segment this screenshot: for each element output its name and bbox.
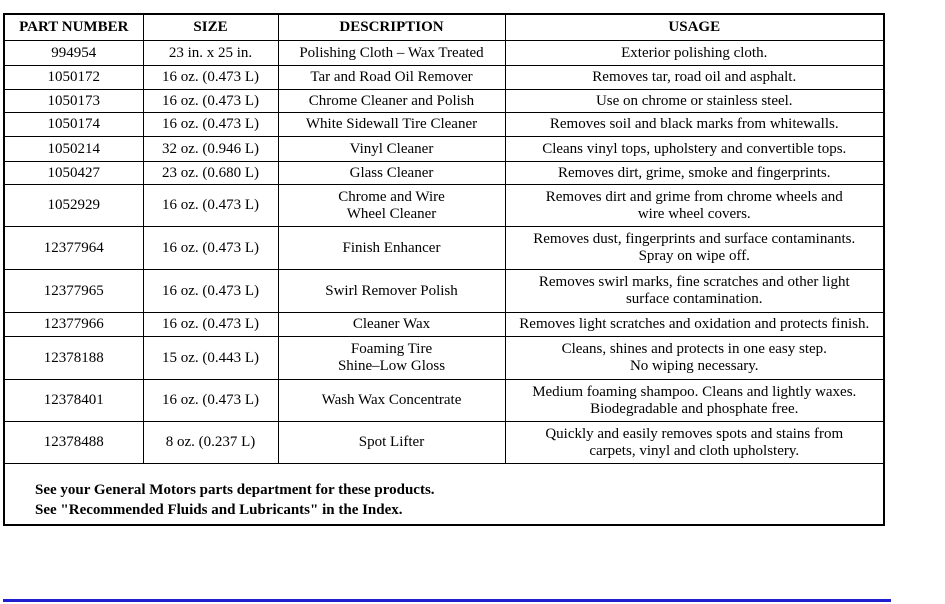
size-cell bbox=[143, 66, 278, 90]
usage-cell bbox=[505, 270, 883, 313]
part-number-cell-text: 1050427 bbox=[47, 164, 100, 181]
usage-cell-text: Removes soil and black marks from whitewalls. bbox=[549, 116, 839, 132]
description-cell bbox=[278, 66, 505, 90]
part-number-cell bbox=[5, 270, 143, 313]
description-cell bbox=[278, 422, 505, 464]
page-bottom-rule bbox=[3, 599, 891, 602]
footer-notes bbox=[35, 480, 435, 520]
size-cell bbox=[143, 380, 278, 422]
description-cell-text: Cleaner Wax bbox=[352, 316, 431, 332]
description-cell-text: Wash Wax Concentrate bbox=[321, 392, 462, 408]
description-cell-text: Foaming Tire Shine–Low Gloss bbox=[337, 341, 446, 374]
products-table bbox=[5, 15, 883, 464]
size-cell-text: 16 oz. (0.473 L) bbox=[161, 282, 260, 299]
table-row bbox=[5, 227, 883, 270]
part-number-cell-text: 994954 bbox=[51, 44, 97, 61]
description-cell-text: Chrome and Wire Wheel Cleaner bbox=[338, 188, 445, 222]
table-row bbox=[5, 313, 883, 337]
description-cell bbox=[278, 41, 505, 66]
usage-cell-text: Removes swirl marks, fine scratches and other light surface contamination. bbox=[538, 274, 850, 307]
part-number-cell-text: 12378488 bbox=[43, 434, 104, 450]
usage-cell-text: Exterior polishing cloth. bbox=[621, 44, 768, 61]
size-cell bbox=[143, 162, 278, 185]
size-cell-text: 23 oz. (0.680 L) bbox=[161, 164, 260, 181]
size-cell bbox=[143, 270, 278, 313]
description-cell bbox=[278, 227, 505, 270]
description-cell bbox=[278, 380, 505, 422]
part-number-cell-text: 1050172 bbox=[47, 69, 100, 85]
size-cell bbox=[143, 185, 278, 227]
size-cell-text: 16 oz. (0.473 L) bbox=[161, 239, 260, 256]
size-cell-text: 16 oz. (0.473 L) bbox=[161, 392, 260, 408]
description-cell bbox=[278, 270, 505, 313]
description-cell-text: Finish Enhancer bbox=[342, 239, 441, 256]
size-cell bbox=[143, 41, 278, 66]
size-cell-text: 16 oz. (0.473 L) bbox=[161, 316, 260, 332]
description-cell-text: Glass Cleaner bbox=[349, 164, 434, 181]
header-part-number: PART NUMBER bbox=[5, 15, 143, 41]
part-number-cell-text: 1050214 bbox=[47, 140, 100, 157]
footer-note-parts-department: See your General Motors parts department for these products. bbox=[35, 482, 435, 498]
size-cell-text: 15 oz. (0.443 L) bbox=[161, 349, 260, 366]
usage-cell-text: Quickly and easily removes spots and stains from carpets, vinyl and cloth upholstery. bbox=[545, 425, 844, 459]
usage-cell-text: Cleans, shines and protects in one easy step. No wiping necessary. bbox=[561, 341, 827, 374]
part-number-cell-text: 12378401 bbox=[43, 392, 104, 408]
usage-cell bbox=[505, 66, 883, 90]
part-number-cell-text: 1050174 bbox=[47, 116, 100, 132]
part-number-cell-text: 1050173 bbox=[47, 92, 100, 109]
part-number-cell bbox=[5, 113, 143, 137]
part-number-cell bbox=[5, 380, 143, 422]
description-cell bbox=[278, 90, 505, 113]
part-number-cell-text: 12377965 bbox=[43, 282, 104, 299]
description-cell-text: Tar and Road Oil Remover bbox=[310, 69, 473, 85]
table-header-row bbox=[5, 15, 883, 41]
usage-cell bbox=[505, 185, 883, 227]
part-number-cell bbox=[5, 337, 143, 380]
size-cell bbox=[143, 313, 278, 337]
description-cell bbox=[278, 337, 505, 380]
description-cell bbox=[278, 313, 505, 337]
table-row bbox=[5, 162, 883, 185]
table-row bbox=[5, 270, 883, 313]
size-cell bbox=[143, 422, 278, 464]
size-cell bbox=[143, 337, 278, 380]
usage-cell bbox=[505, 90, 883, 113]
footer-note-fluids-reference: See "Recommended Fluids and Lubricants" in the Index. bbox=[35, 502, 403, 518]
size-cell-text: 8 oz. (0.237 L) bbox=[165, 434, 256, 450]
table-row bbox=[5, 422, 883, 464]
usage-cell-text: Removes dust, fingerprints and surface contaminants. Spray on wipe off. bbox=[533, 231, 856, 264]
size-cell bbox=[143, 113, 278, 137]
description-cell-text: Polishing Cloth – Wax Treated bbox=[299, 44, 484, 61]
description-cell bbox=[278, 137, 505, 162]
description-cell-text: Spot Lifter bbox=[358, 434, 425, 450]
part-number-cell-text: 12377964 bbox=[43, 239, 104, 256]
table-row bbox=[5, 41, 883, 66]
table-row bbox=[5, 380, 883, 422]
usage-cell bbox=[505, 313, 883, 337]
part-number-cell-text: 12378188 bbox=[43, 349, 104, 366]
usage-cell bbox=[505, 137, 883, 162]
usage-cell bbox=[505, 422, 883, 464]
part-number-cell bbox=[5, 227, 143, 270]
usage-cell bbox=[505, 337, 883, 380]
header-size: SIZE bbox=[143, 15, 278, 41]
table-row bbox=[5, 337, 883, 380]
part-number-cell-text: 1052929 bbox=[47, 197, 100, 213]
part-number-cell bbox=[5, 137, 143, 162]
size-cell-text: 16 oz. (0.473 L) bbox=[161, 92, 260, 109]
part-number-cell bbox=[5, 313, 143, 337]
size-cell bbox=[143, 227, 278, 270]
size-cell-text: 23 in. x 25 in. bbox=[168, 44, 253, 61]
usage-cell-text: Cleans vinyl tops, upholstery and convertible tops. bbox=[542, 140, 847, 157]
usage-cell-text: Removes dirt, grime, smoke and fingerprints. bbox=[558, 164, 831, 181]
table-row bbox=[5, 113, 883, 137]
size-cell-text: 16 oz. (0.473 L) bbox=[161, 197, 260, 213]
description-cell bbox=[278, 113, 505, 137]
usage-cell-text: Removes light scratches and oxidation and protects finish. bbox=[519, 316, 870, 332]
size-cell-text: 32 oz. (0.946 L) bbox=[161, 140, 260, 157]
table-row bbox=[5, 90, 883, 113]
description-cell-text: Chrome Cleaner and Polish bbox=[308, 92, 475, 109]
description-cell-text: Swirl Remover Polish bbox=[325, 282, 458, 299]
size-cell bbox=[143, 137, 278, 162]
part-number-cell bbox=[5, 41, 143, 66]
description-cell-text: White Sidewall Tire Cleaner bbox=[305, 116, 478, 132]
usage-cell bbox=[505, 162, 883, 185]
part-number-cell bbox=[5, 422, 143, 464]
description-cell bbox=[278, 185, 505, 227]
description-cell bbox=[278, 162, 505, 185]
description-cell-text: Vinyl Cleaner bbox=[349, 140, 434, 157]
usage-cell-text: Use on chrome or stainless steel. bbox=[595, 92, 793, 109]
table-row bbox=[5, 66, 883, 90]
usage-cell-text: Removes dirt and grime from chrome wheels and wire wheel covers. bbox=[545, 188, 843, 222]
part-number-cell bbox=[5, 162, 143, 185]
products-table-frame bbox=[3, 13, 885, 526]
table-row bbox=[5, 185, 883, 227]
size-cell-text: 16 oz. (0.473 L) bbox=[161, 69, 260, 85]
usage-cell-text: Medium foaming shampoo. Cleans and lightly waxes. Biodegradable and phosphate free. bbox=[532, 383, 857, 417]
size-cell-text: 16 oz. (0.473 L) bbox=[161, 116, 260, 132]
header-usage: USAGE bbox=[505, 15, 883, 41]
header-description: DESCRIPTION bbox=[278, 15, 505, 41]
part-number-cell-text: 12377966 bbox=[43, 316, 104, 332]
part-number-cell bbox=[5, 185, 143, 227]
table-row bbox=[5, 137, 883, 162]
usage-cell-text: Removes tar, road oil and asphalt. bbox=[592, 69, 797, 85]
usage-cell bbox=[505, 227, 883, 270]
part-number-cell bbox=[5, 90, 143, 113]
usage-cell bbox=[505, 41, 883, 66]
size-cell bbox=[143, 90, 278, 113]
usage-cell bbox=[505, 380, 883, 422]
part-number-cell bbox=[5, 66, 143, 90]
usage-cell bbox=[505, 113, 883, 137]
